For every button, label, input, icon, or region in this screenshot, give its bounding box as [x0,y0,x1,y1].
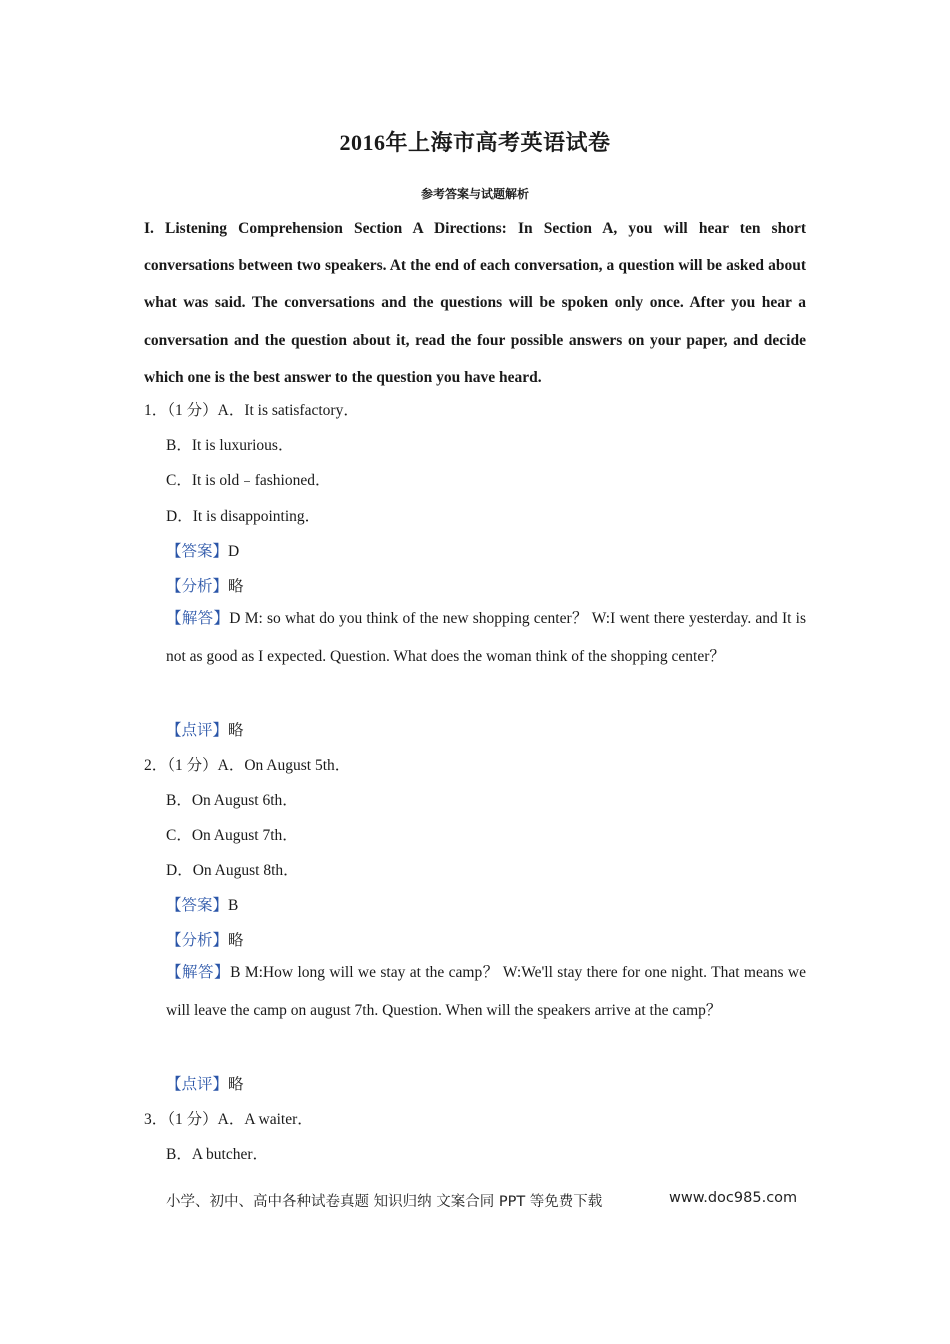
footer-site-link[interactable]: www.doc985.com [669,1190,798,1206]
explanation-text: B M:How long will we stay at the camp？ W:We'll stay there for one night. That means we will leave the camp on august 7th. Question. When will the speakers arrive at the camp？ [166,964,806,1019]
question-1-explanation [166,600,806,675]
page-subtitle: 参考答案与试题解析 [420,187,529,201]
explanation-label: 【解答】 [166,610,230,627]
question-2-option-c: C．On August 7th． [166,827,298,844]
comment-label: 【点评】 [166,1076,229,1093]
comment-value: 略 [228,722,244,739]
analysis-label: 【分析】 [166,932,229,949]
page-title: 2016年上海市高考英语试卷 [339,130,611,155]
question-3-option-b: B．A butcher． [166,1146,269,1163]
question-1-option-d: D．It is disappointing． [166,508,321,525]
question-1-stem: 1．（1 分）A．It is satisfactory． [144,402,359,419]
question-2-option-d: D．On August 8th． [166,862,299,879]
answer-value: B [228,897,239,914]
explanation-text: D M: so what do you think of the new shopping center？ W:I went there yesterday. and It is not as good as I expected. Question. What does the woman think of the shopping center？ [166,610,806,665]
comment-label: 【点评】 [166,722,229,739]
analysis-value: 略 [228,578,244,595]
question-3-stem: 3．（1 分）A．A waiter． [144,1111,313,1128]
analysis-value: 略 [228,932,244,949]
question-1-option-b: B．It is luxurious． [166,437,294,454]
answer-label: 【答案】 [166,543,229,560]
analysis-label: 【分析】 [166,578,229,595]
question-1-analysis [166,574,244,596]
question-2-stem: 2．（1 分）A．On August 5th． [144,757,351,774]
question-2-option-b: B．On August 6th． [166,792,298,809]
question-1-answer [166,539,239,561]
question-2-comment [166,1072,244,1094]
answer-value: D [228,543,240,560]
comment-value: 略 [228,1076,244,1093]
answer-label: 【答案】 [166,897,229,914]
question-2-analysis [166,928,244,950]
question-1-option-c: C．It is old﹣fashioned． [166,472,331,489]
question-2-answer [166,893,238,915]
page-footer [166,1190,806,1211]
section-directions: I. Listening Comprehension Section A Directions: In Section A, you will hear ten short conversations between two speakers. At the end of each conversation, a question will be asked about what was said. The conversations and the questions will be spoken only once. After you hear a conversation and the question about it, read the four possible answers on your paper, and decide which one is the best answer to the question you have heard. [144,220,806,386]
question-2-explanation [166,954,806,1029]
footer-text: 小学、初中、高中各种试卷真题 知识归纳 文案合同 PPT 等免费下载 [166,1194,603,1210]
question-1-comment [166,718,244,740]
explanation-label: 【解答】 [166,964,231,981]
